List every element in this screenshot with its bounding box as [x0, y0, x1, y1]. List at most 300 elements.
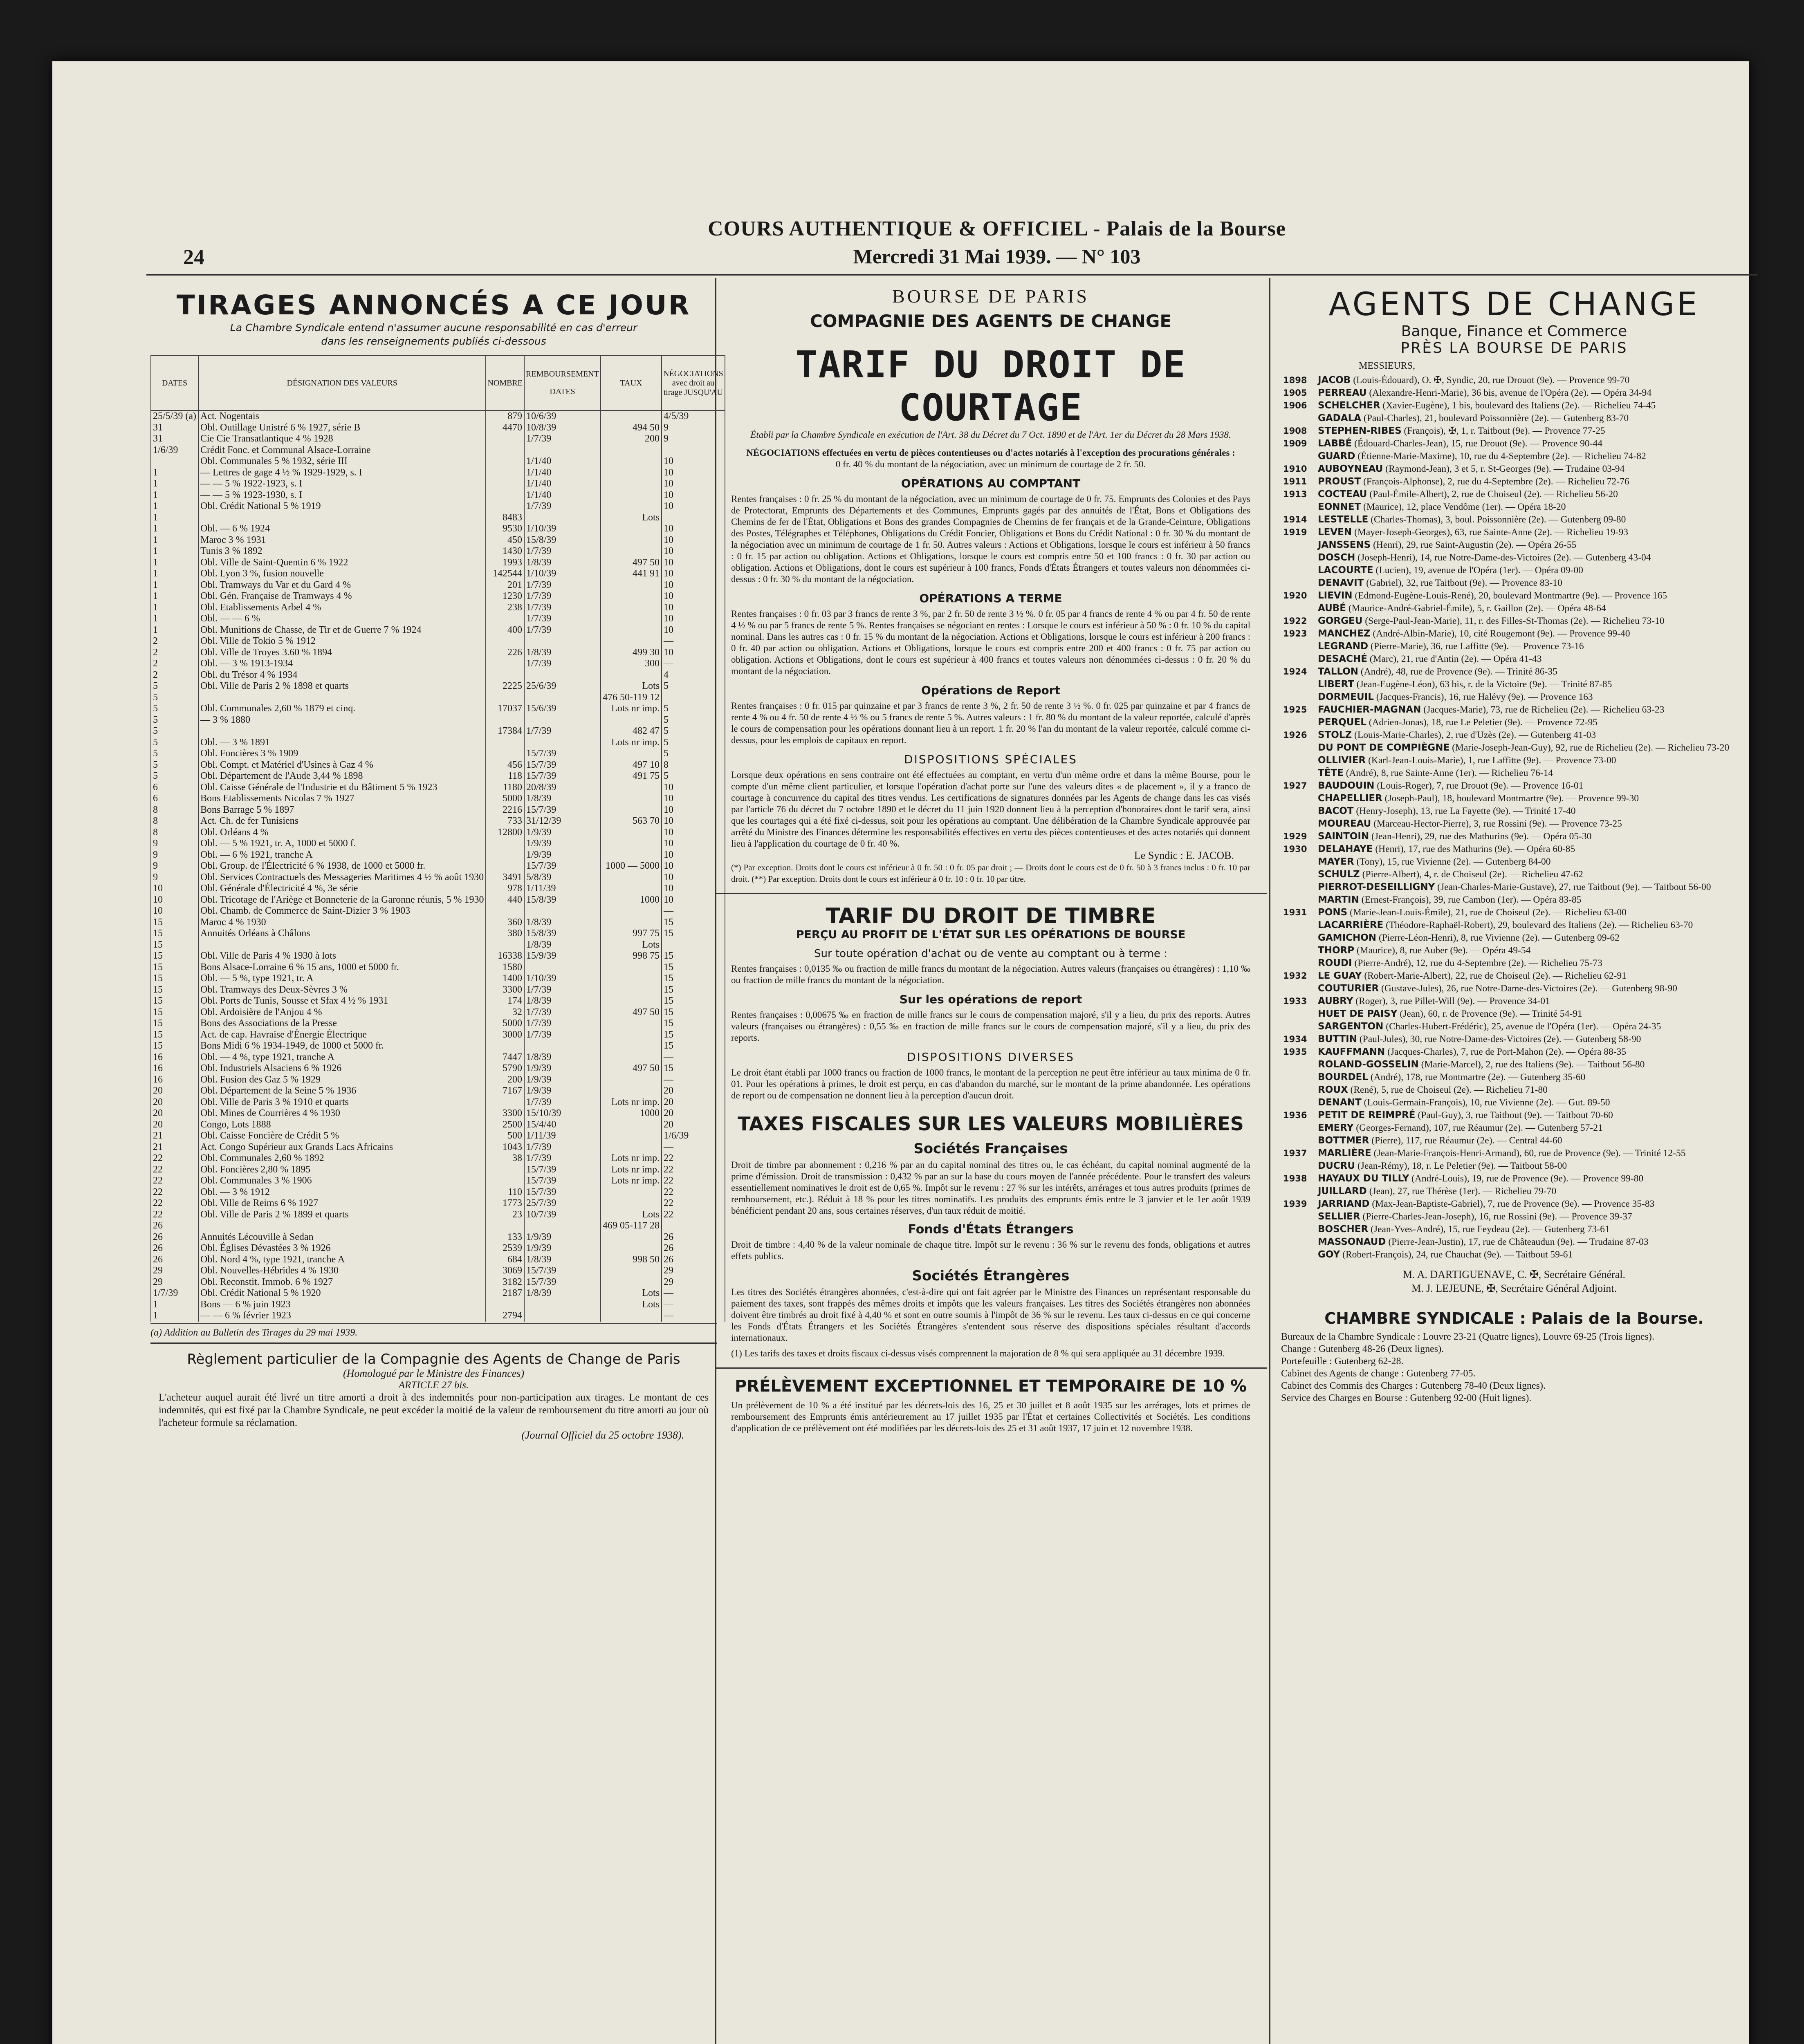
cell-designation: Annuités Orléans à Châlons: [198, 928, 486, 939]
agent-details: (Pierre-Léon-Henri), 8, rue Vivienne (2e). — Gutenberg 09-62: [1378, 932, 1620, 943]
cell-nombre: [486, 445, 524, 456]
cell-designation: Obl. — 6 % 1921, tranche A: [198, 849, 486, 861]
cell-designation: Obl. Communales 2,60 % 1892: [198, 1153, 486, 1164]
cell-date: 25/5/39 (a): [151, 410, 198, 422]
list-item: [1283, 906, 1751, 919]
cell-designation: Obl. Munitions de Chasse, de Tir et de Guerre 7 % 1924: [198, 625, 486, 636]
agent-entry: [1318, 856, 1751, 868]
col-header-remboursement: REMBOURSEMENT: [526, 370, 599, 379]
agent-entry: [1318, 780, 1751, 792]
agent-name: STOLZ: [1318, 730, 1352, 740]
cell-rembt-date: 10/8/39: [524, 422, 601, 434]
cell-nego: 10: [662, 602, 725, 614]
agent-name: LACOURTE: [1318, 565, 1373, 576]
table-row: [151, 1074, 725, 1086]
table-row: [151, 872, 725, 883]
agent-entry: [1318, 1198, 1751, 1210]
cell-date: 20: [151, 1085, 198, 1097]
agent-details: (Louis-Édouard), O. ✠, Syndic, 20, rue Drouot (9e). — Provence 99-70: [1353, 375, 1630, 385]
cell-nombre: [486, 905, 524, 917]
agent-entry: [1318, 1020, 1751, 1033]
cell-rembt-date: 15/7/39: [524, 861, 601, 872]
cell-rembt-date: 1/11/39: [524, 1130, 601, 1142]
cell-rembt-date: 15/8/39: [524, 535, 601, 546]
agent-entry: [1318, 488, 1751, 501]
agent-name: DENANT: [1318, 1097, 1362, 1108]
cell-nombre: 456: [486, 760, 524, 771]
agent-entry: [1318, 463, 1751, 475]
cell-rembt-date: [524, 737, 601, 749]
cell-date: 15: [151, 950, 198, 962]
agent-year: [1283, 1058, 1318, 1071]
agent-details: (Maurice), 8, rue Auber (9e). — Opéra 49-54: [1356, 945, 1531, 956]
cell-date: 10: [151, 894, 198, 906]
page-number: 24: [183, 246, 204, 269]
agent-name: SARGENTON: [1318, 1021, 1384, 1032]
cell-rembt-date: 1/8/39: [524, 647, 601, 659]
tax-note: (1) Les tarifs des taxes et droits fiscaux ci-dessus visés comprennent la majoration de 8 % qui sera appliquée au 31 décembre 1939.: [731, 1348, 1225, 1358]
cell-date: 2: [151, 670, 198, 681]
cell-rembt-date: 15/8/39: [524, 928, 601, 939]
cell-rembt-date: 15/7/39: [524, 1187, 601, 1198]
agent-year: [1283, 691, 1318, 704]
cell-nego: 26: [662, 1254, 725, 1266]
table-row: [151, 950, 725, 962]
list-item: [1283, 932, 1751, 944]
cell-date: 16: [151, 1052, 198, 1063]
agent-entry: [1318, 1122, 1751, 1134]
tirages-subtitle: La Chambre Syndicale entend n'assumer aucune responsabilité en cas d'erreur dans les renseignements publiés ci-dessous: [230, 322, 637, 347]
agent-entry: [1318, 387, 1751, 399]
cell-taux: [601, 1310, 662, 1322]
terme-text: Rentes françaises : 0 fr. 03 par 3 francs de rente 3 %, par 2 fr. 50 de rente 3 ½ %. 0 fr. 05 par 4 francs de rente 4 % ou par 4 fr. 50 de rente 4 ½ % ou par 5 francs de rente 5 %. Rentes françaises se négociant en rentes : Lorsque le cours est inférieur à 50 % : 0 fr. 10 % du capital nominal. Dans les autres cas : 0 fr. 15 % du montant de la négociation. Actions et Obligations, lorsque le cours est inférieur à 200 francs : 0 fr. 40 par action ou obligation. Actions et Obligations, lorsque le cours est compris entre 200 et 400 francs : 0 fr. 75 par action ou obligation. Actions et Obligations, dont le cours est supérieur à 400 francs et toutes valeurs non dénommées ci-dessus : 0 fr. 20 % du montant de la négociation.: [731, 609, 1250, 676]
agent-year: [1283, 792, 1318, 805]
cell-nego: 10: [662, 523, 725, 535]
agent-name: TALLON: [1318, 666, 1358, 677]
cell-nombre: 23: [486, 1209, 524, 1221]
timbre-report-heading: Sur les opérations de report: [899, 993, 1082, 1006]
cell-date: 5: [151, 726, 198, 737]
agent-details: (Joseph-Henri), 14, rue Notre-Dame-des-Victoires (2e). — Gutenberg 43-04: [1357, 552, 1651, 563]
agent-entry: [1318, 425, 1751, 437]
cell-nego: 9: [662, 422, 725, 434]
agent-details: (Mayer-Joseph-Georges), 63, rue Sainte-Anne (2e). — Richelieu 19-93: [1354, 527, 1628, 538]
agent-entry: [1318, 1147, 1751, 1160]
agent-year: [1283, 856, 1318, 868]
comptant-heading: OPÉRATIONS AU COMPTANT: [901, 477, 1081, 490]
cell-taux: 499 30: [601, 647, 662, 659]
cell-date: 8: [151, 816, 198, 827]
cell-date: 6: [151, 782, 198, 793]
table-row: [151, 771, 725, 782]
table-row: [151, 1085, 725, 1097]
cell-nego: 5: [662, 748, 725, 760]
cell-nego: 22: [662, 1164, 725, 1176]
cell-nombre: 3000: [486, 1029, 524, 1041]
cell-designation: Obl. Caisse Générale de l'Industrie et du Bâtiment 5 % 1923: [198, 782, 486, 793]
cell-taux: Lots nr imp.: [601, 1153, 662, 1164]
agent-entry: [1318, 666, 1751, 678]
timbre-subtitle: PERÇU AU PROFIT DE L'ÉTAT SUR LES OPÉRATIONS DE BOURSE: [796, 928, 1186, 941]
cell-date: 20: [151, 1108, 198, 1119]
agent-details: (Gabriel), 32, rue Taitbout (9e). — Provence 83-10: [1366, 578, 1562, 588]
cell-nombre: [486, 1097, 524, 1108]
agent-entry: [1318, 399, 1751, 412]
cell-designation: Obl. Fusion des Gaz 5 % 1929: [198, 1074, 486, 1086]
table-row: [151, 1175, 725, 1187]
agent-entry: [1318, 564, 1751, 577]
cell-designation: Obl. — 6 % 1924: [198, 523, 486, 535]
agent-year: [1283, 551, 1318, 564]
agent-details: (Marceau-Hector-Pierre), 3, rue Rossini (9e). — Provence 73-25: [1373, 818, 1622, 829]
list-item: [1283, 1071, 1751, 1084]
table-row: [151, 1108, 725, 1119]
list-item: [1283, 564, 1751, 577]
table-row: [151, 1063, 725, 1074]
agent-details: (Paul-Guy), 3, rue Taitbout (9e). — Taitbout 70-60: [1418, 1110, 1613, 1121]
cell-nombre: [486, 692, 524, 704]
agent-entry: [1318, 551, 1751, 564]
agent-entry: [1318, 1160, 1751, 1172]
tirages-footnote: (a) Addition au Bulletin des Tirages du 29 mai 1939.: [150, 1323, 717, 1338]
cell-nombre: 2216: [486, 805, 524, 816]
agent-details: (Joseph-Paul), 18, boulevard Montmartre (9e). — Provence 99-30: [1384, 793, 1639, 804]
cell-rembt-date: 15/7/39: [524, 1277, 601, 1288]
list-item: [1283, 374, 1751, 387]
agent-name: JACOB: [1318, 375, 1351, 385]
table-row: [151, 1153, 725, 1164]
agent-name: JARRIAND: [1318, 1199, 1370, 1209]
cell-nego: 10: [662, 805, 725, 816]
agent-entry: [1318, 818, 1751, 830]
table-row: [151, 1040, 725, 1052]
cell-date: 26: [151, 1243, 198, 1254]
cell-designation: Obl. Tramways du Var et du Gard 4 %: [198, 580, 486, 591]
table-row: [151, 805, 725, 816]
agent-entry: [1318, 1236, 1751, 1248]
cell-date: 21: [151, 1130, 198, 1142]
list-item: [1283, 982, 1751, 995]
cell-designation: [198, 692, 486, 704]
cell-nego: 22: [662, 1153, 725, 1164]
cell-nego: —: [662, 1052, 725, 1063]
cell-nego: 29: [662, 1265, 725, 1277]
agent-name: ROLAND-GOSSELIN: [1318, 1059, 1419, 1070]
agent-name: SAINTOIN: [1318, 831, 1369, 842]
timbre-report-text: Rentes françaises : 0,00675 ‰ en fraction de mille francs sur le cours de compensation majoré, s'il y a lieu, du prix des reports. Autres valeurs (françaises ou étrangères) : 0,55 ‰ en fraction de mille francs sur le cours de compensation majoré, s'il y a lieu, du prix des reports.: [731, 1010, 1250, 1043]
cell-nego: 15: [662, 984, 725, 996]
agent-year: [1283, 919, 1318, 932]
cell-rembt-date: 1/8/39: [524, 793, 601, 805]
list-item: [1283, 640, 1751, 653]
cell-rembt-date: 1/9/39: [524, 1243, 601, 1254]
agent-details: (Jean-Charles-Marie-Gustave), 27, rue Taitbout (9e). — Taitbout 56-00: [1437, 882, 1711, 892]
cell-nombre: 226: [486, 647, 524, 659]
col-header-dates: DATES: [151, 356, 198, 410]
agent-entry: [1318, 1071, 1751, 1084]
agent-entry: [1318, 640, 1751, 653]
dispo-heading: DISPOSITIONS SPÉCIALES: [904, 753, 1077, 766]
list-item: [1283, 1248, 1751, 1261]
agent-name: TÊTE: [1318, 768, 1344, 778]
cell-rembt-date: 1/7/39: [524, 433, 601, 445]
cell-nego: 22: [662, 1209, 725, 1221]
cell-date: 31: [151, 433, 198, 445]
agent-name: PERREAU: [1318, 388, 1367, 398]
cell-rembt-date: 15/7/39: [524, 805, 601, 816]
list-item: [1283, 894, 1751, 906]
agent-name: HUET DE PAISY: [1318, 1009, 1398, 1019]
cell-rembt-date: 15/7/39: [524, 771, 601, 782]
agent-entry: [1318, 412, 1751, 425]
agent-details: (Pierre-Albert), 4, r. de Choiseul (2e). — Richelieu 47-62: [1362, 869, 1583, 880]
list-item: [1283, 615, 1751, 628]
agents-list: [1273, 372, 1755, 1261]
table-row: [151, 445, 725, 456]
agent-details: (Maurice-André-Gabriel-Émile), 5, r. Gaillon (2e). — Opéra 48-64: [1348, 603, 1606, 614]
cell-date: 8: [151, 827, 198, 838]
cell-rembt-date: [524, 692, 601, 704]
agent-name: COUTURIER: [1318, 983, 1379, 994]
cell-nombre: [486, 1175, 524, 1187]
cell-designation: Obl. Ville de Troyes 3.60 % 1894: [198, 647, 486, 659]
agent-year: [1283, 678, 1318, 691]
agent-year: 1905: [1283, 388, 1307, 398]
agent-name: PIERROT-DESEILLIGNY: [1318, 882, 1435, 892]
cell-date: 15: [151, 995, 198, 1007]
cell-nombre: 17384: [486, 726, 524, 737]
table-row: [151, 1007, 725, 1018]
cell-rembt-date: 15/7/39: [524, 760, 601, 771]
agent-details: (Louis-Germain-François), 10, rue Vivienne (2e). — Gut. 89-50: [1364, 1097, 1610, 1108]
cell-designation: Obl. Gén. Française de Tramways 4 %: [198, 591, 486, 602]
cell-nombre: 1043: [486, 1142, 524, 1153]
cell-rembt-date: [524, 636, 601, 647]
agent-year: [1283, 742, 1318, 754]
chambre-line: Bureaux de la Chambre Syndicale : Louvre 23-21 (Quatre lignes), Louvre 69-25 (Trois lignes).: [1281, 1331, 1654, 1342]
agent-year: 1924: [1283, 667, 1307, 677]
cell-taux: 497 50: [601, 1007, 662, 1018]
terme-heading: OPÉRATIONS A TERME: [919, 592, 1062, 605]
cell-taux: 441 91: [601, 568, 662, 580]
list-item: [1283, 856, 1751, 868]
cell-date: 15: [151, 939, 198, 951]
list-item: [1283, 818, 1751, 830]
table-row: [151, 670, 725, 681]
table-row: [151, 658, 725, 670]
agent-details: (Jacques-Charles), 7, rue de Port-Mahon (2e). — Opéra 88-35: [1387, 1047, 1627, 1057]
agent-details: (Jean), 27, rue Thérèse (1er). — Richelieu 79-70: [1369, 1186, 1557, 1197]
table-row: [151, 1187, 725, 1198]
table-row: [151, 715, 725, 726]
agent-year: 1933: [1283, 996, 1307, 1006]
cell-nego: 29: [662, 1277, 725, 1288]
cell-nombre: 3182: [486, 1277, 524, 1288]
table-row: [151, 928, 725, 939]
agent-details: (Pierre-Marie), 36, rue Laffitte (9e). — Provence 73-16: [1370, 641, 1584, 652]
cell-rembt-date: [524, 1310, 601, 1322]
agent-details: (Robert-Marie-Albert), 22, rue de Choiseul (2e). — Richelieu 62-91: [1364, 970, 1627, 981]
cell-taux: [601, 1040, 662, 1052]
table-row: [151, 894, 725, 906]
cell-date: 5: [151, 748, 198, 760]
cell-taux: 476 50-119 12: [601, 692, 662, 704]
agent-year: [1283, 818, 1318, 830]
cell-taux: [601, 445, 662, 456]
cell-rembt-date: 15/7/39: [524, 1265, 601, 1277]
cell-taux: [601, 546, 662, 557]
table-row: [151, 422, 725, 434]
cell-taux: [601, 1187, 662, 1198]
cell-taux: [601, 535, 662, 546]
agent-entry: [1318, 1008, 1751, 1020]
cell-taux: [601, 1119, 662, 1131]
agent-entry: [1318, 742, 1751, 754]
cell-rembt-date: 5/8/39: [524, 872, 601, 883]
cell-nombre: [486, 490, 524, 501]
cell-date: 6: [151, 793, 198, 805]
cell-date: 1: [151, 1310, 198, 1322]
agent-details: (Henry-Joseph), 13, rue La Fayette (9e). — Trinité 17-40: [1356, 806, 1576, 816]
cell-taux: Lots: [601, 681, 662, 692]
cell-taux: Lots: [601, 1209, 662, 1221]
cell-rembt-date: 15/7/39: [524, 748, 601, 760]
list-item: [1283, 666, 1751, 678]
cell-date: 20: [151, 1097, 198, 1108]
cell-date: 22: [151, 1209, 198, 1221]
cell-designation: Obl. Outillage Unistré 6 % 1927, série B: [198, 422, 486, 434]
cell-taux: [601, 490, 662, 501]
cell-taux: 482 47: [601, 726, 662, 737]
list-item: [1283, 843, 1751, 856]
agent-name: LE GUAY: [1318, 970, 1362, 981]
cell-date: 15: [151, 1007, 198, 1018]
agent-details: (André-Louis), 19, rue de Provence (9e). — Provence 99-80: [1411, 1173, 1644, 1184]
agent-year: [1283, 653, 1318, 666]
cell-taux: [601, 1265, 662, 1277]
table-row: [151, 917, 725, 928]
cell-nombre: 3069: [486, 1265, 524, 1277]
cell-taux: [601, 501, 662, 512]
cell-rembt-date: 10/6/39: [524, 410, 601, 422]
agent-name: DOSCH: [1318, 552, 1355, 563]
agent-year: [1283, 805, 1318, 818]
table-row: [151, 984, 725, 996]
cell-taux: [601, 805, 662, 816]
agent-year: [1283, 1071, 1318, 1084]
cell-nombre: 2539: [486, 1243, 524, 1254]
cell-nego: —: [662, 636, 725, 647]
agent-details: (Jean), 60, r. de Provence (9e). — Trinité 54-91: [1400, 1009, 1582, 1019]
agent-details: (Charles-Thomas), 3, boul. Poissonnière (2e). — Gutenberg 09-80: [1371, 514, 1626, 525]
cell-taux: [601, 973, 662, 984]
cell-date: 2: [151, 658, 198, 670]
cell-date: 15: [151, 928, 198, 939]
list-item: [1283, 577, 1751, 589]
cell-rembt-date: 1/9/39: [524, 1085, 601, 1097]
cell-designation: — 3 % 1880: [198, 715, 486, 726]
cell-nego: 15: [662, 1018, 725, 1029]
agent-year: [1283, 501, 1318, 513]
table-row: [151, 613, 725, 625]
cell-rembt-date: 15/4/40: [524, 1119, 601, 1131]
agent-year: [1283, 1020, 1318, 1033]
agent-details: (Henri), 29, rue Saint-Augustin (2e). — Opéra 26-55: [1373, 540, 1577, 550]
agent-entry: [1318, 805, 1751, 818]
agent-details: (Pierre-Charles-Jean-Joseph), 16, rue Rossini (9e). — Provence 39-37: [1362, 1211, 1632, 1222]
agent-year: [1283, 982, 1318, 995]
cell-nego: 10: [662, 849, 725, 861]
agent-details: (Alexandre-Henri-Marie), 36 bis, avenue de l'Opéra (2e). — Opéra 34-94: [1369, 388, 1652, 398]
list-item: [1283, 1185, 1751, 1198]
cell-nombre: 1773: [486, 1198, 524, 1209]
cell-nego: 20: [662, 1097, 725, 1108]
agent-year: [1283, 767, 1318, 780]
table-row: [151, 636, 725, 647]
cell-nombre: [486, 1299, 524, 1311]
cell-nego: 26: [662, 1243, 725, 1254]
agent-year: 1920: [1283, 591, 1307, 601]
table-row: [151, 557, 725, 569]
list-item: [1283, 602, 1751, 615]
cell-rembt-date: 1/7/39: [524, 501, 601, 512]
cell-date: 5: [151, 715, 198, 726]
agent-entry: [1318, 754, 1751, 767]
cell-designation: Maroc 4 % 1930: [198, 917, 486, 928]
agent-year: 1898: [1283, 375, 1307, 385]
cell-nego: 10: [662, 782, 725, 793]
cell-designation: Obl. — 3 % 1912: [198, 1187, 486, 1198]
cell-taux: 998 50: [601, 1254, 662, 1266]
cell-rembt-date: 1/9/39: [524, 1063, 601, 1074]
agent-entry: [1318, 729, 1751, 742]
list-item: [1283, 1223, 1751, 1236]
agent-entry: [1318, 501, 1751, 513]
cell-designation: Obl. Ville de Reims 6 % 1927: [198, 1198, 486, 1209]
cell-nombre: 3300: [486, 984, 524, 996]
agent-year: [1283, 944, 1318, 957]
agent-entry: [1318, 767, 1751, 780]
timbre-dispo-heading: DISPOSITIONS DIVERSES: [907, 1050, 1075, 1064]
list-item: [1283, 805, 1751, 818]
chambre-line: Portefeuille : Gutenberg 62-28.: [1281, 1356, 1404, 1367]
cell-taux: [601, 410, 662, 422]
cell-rembt-date: 15/7/39: [524, 1175, 601, 1187]
agent-year: [1283, 754, 1318, 767]
list-item: [1283, 678, 1751, 691]
cell-nego: 15: [662, 995, 725, 1007]
list-item: [1283, 589, 1751, 602]
col-header-designation: DÉSIGNATION DES VALEURS: [198, 356, 486, 410]
agent-year: 1909: [1283, 439, 1307, 448]
agent-name: BOURDEL: [1318, 1072, 1368, 1083]
cell-taux: [601, 782, 662, 793]
cell-designation: Obl. Chamb. de Commerce de Saint-Dizier 3 % 1903: [198, 905, 486, 917]
cell-taux: [601, 1018, 662, 1029]
agent-year: 1930: [1283, 844, 1307, 854]
agent-year: 1919: [1283, 527, 1307, 537]
table-row: [151, 625, 725, 636]
agent-name: FAUCHIER-MAGNAN: [1318, 704, 1421, 715]
cell-nombre: [486, 939, 524, 951]
agent-entry: [1318, 716, 1751, 729]
list-item: [1283, 1198, 1751, 1210]
table-row: [151, 1130, 725, 1142]
cell-date: 1: [151, 501, 198, 512]
table-row: [151, 1265, 725, 1277]
cell-designation: Tunis 3 % 1892: [198, 546, 486, 557]
cell-date: 2: [151, 647, 198, 659]
